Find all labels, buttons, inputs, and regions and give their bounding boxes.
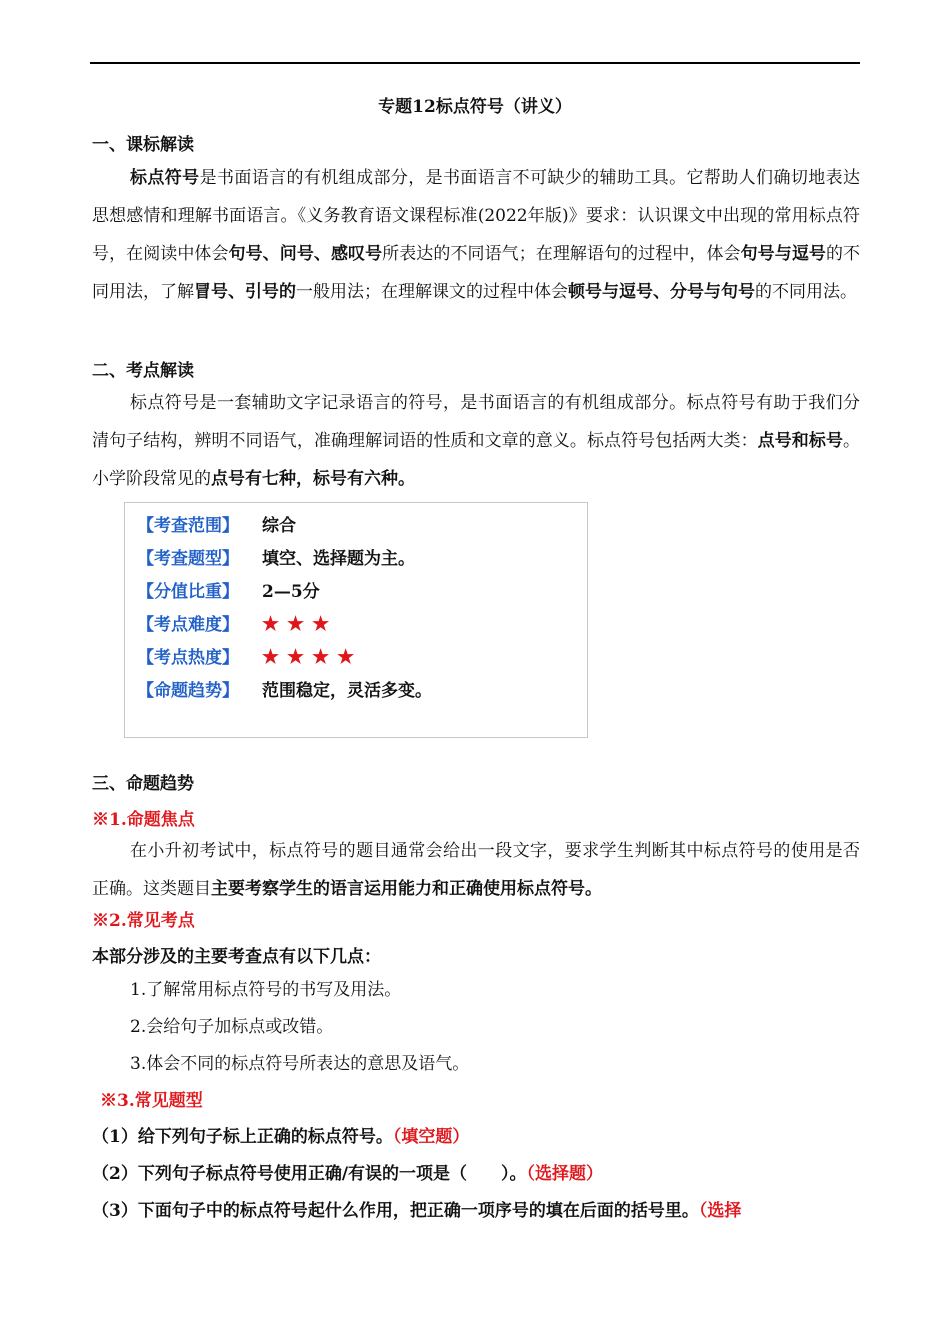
question-type-tag: （填空题） xyxy=(392,1127,470,1147)
seg: 的不同用法，了解 xyxy=(92,244,861,302)
header-rule xyxy=(90,62,860,64)
seg: 冒号、引号的 xyxy=(194,282,296,302)
seg: 点号和标号 xyxy=(757,431,844,451)
section2-paragraph xyxy=(92,384,860,498)
question-type-tag: （选择 xyxy=(698,1201,742,1221)
points-heading: ※2.常见考点 xyxy=(92,911,195,931)
info-row-type xyxy=(137,544,415,569)
info-row-weight xyxy=(137,577,320,602)
info-row-scope xyxy=(137,511,296,536)
list-item: 2.会给句子加标点或改错。 xyxy=(130,1017,334,1037)
seg: 在小升初考试中，标点符号的题目通常会给出一段文字，要求学生判断其中标点符号的使用是否正确。这类题目 xyxy=(92,841,860,899)
question-type-text: （3）下面句子中的标点符号起什么作用，把正确一项序号的填在后面的括号里。 xyxy=(92,1201,699,1221)
info-label: 【考查题型】 xyxy=(137,549,239,569)
points-intro: 本部分涉及的主要考查点有以下几点： xyxy=(92,947,381,967)
question-type xyxy=(92,1159,603,1184)
focus-heading: ※1.命题焦点 xyxy=(92,810,195,830)
star-rating-icon: ★★★ xyxy=(262,613,338,635)
section2-heading: 二、考点解读 xyxy=(92,361,194,381)
seg: 主要考察学生的语言运用能力和正确使用标点符号。 xyxy=(211,879,602,899)
section1-heading: 一、课标解读 xyxy=(92,135,194,155)
question-type xyxy=(92,1122,469,1147)
seg: 句号与逗号 xyxy=(740,244,826,264)
star-rating-icon: ★★★★ xyxy=(262,646,363,668)
info-value: 填空、选择题为主。 xyxy=(262,549,415,569)
list-item: 3.体会不同的标点符号所表达的意思及语气。 xyxy=(130,1054,470,1074)
info-label: 【考查范围】 xyxy=(137,516,239,536)
seg: 点号有七种，标号有六种。 xyxy=(211,469,415,489)
question-type-text: （1）给下列句子标上正确的标点符号。 xyxy=(92,1127,393,1147)
seg: 标点符号是一套辅助文字记录语言的符号，是书面语言的有机组成部分。标点符号有助于我们分清句子结构，辨明不同语气，准确理解词语的性质和文章的意义。标点符号包括两大类： xyxy=(92,393,860,451)
list-item: 1.了解常用标点符号的书写及用法。 xyxy=(130,980,402,1000)
info-label: 【考点热度】 xyxy=(137,648,239,668)
seg: 。小学阶段常见的 xyxy=(92,431,861,489)
section3-heading: 三、命题趋势 xyxy=(92,774,194,794)
question-type xyxy=(92,1196,741,1221)
section1-paragraph xyxy=(92,159,860,311)
focus-paragraph xyxy=(92,832,860,908)
seg: 句号、问号、感叹号 xyxy=(228,244,383,264)
question-type-text: （2）下列句子标点符号使用正确/有误的一项是（ ）。 xyxy=(92,1164,527,1184)
seg: 是书面语言的有机组成部分，是书面语言不可缺少的辅助工具。它帮助人们确切地表达思想感情和理解书面语言。《义务教育语文课程标准(2022年版)》要求：认识课文中出现的常用标点符号，在阅读中体会 xyxy=(92,168,860,264)
seg: 标点符号 xyxy=(130,168,200,188)
exam-info-box xyxy=(124,502,588,738)
seg: 所表达的不同语气；在理解语句的过程中，体会 xyxy=(382,244,741,264)
types-heading: ※3.常见题型 xyxy=(100,1091,203,1111)
page-title: 专题12标点符号（讲义） xyxy=(378,97,572,117)
seg: 顿号与逗号、分号与句号 xyxy=(568,282,755,302)
question-type-tag: （选择题） xyxy=(526,1164,604,1184)
info-value: 综合 xyxy=(262,516,296,536)
info-row-trend xyxy=(137,676,432,701)
info-row-difficulty xyxy=(137,610,337,635)
seg: 的不同用法。 xyxy=(755,282,857,302)
info-value: 范围稳定，灵活多变。 xyxy=(262,681,432,701)
info-value: 2—5分 xyxy=(262,582,320,602)
info-label: 【命题趋势】 xyxy=(137,681,239,701)
seg: 一般用法；在理解课文的过程中体会 xyxy=(296,282,568,302)
info-row-popularity xyxy=(137,643,362,668)
info-label: 【分值比重】 xyxy=(137,582,239,602)
info-label: 【考点难度】 xyxy=(137,615,239,635)
